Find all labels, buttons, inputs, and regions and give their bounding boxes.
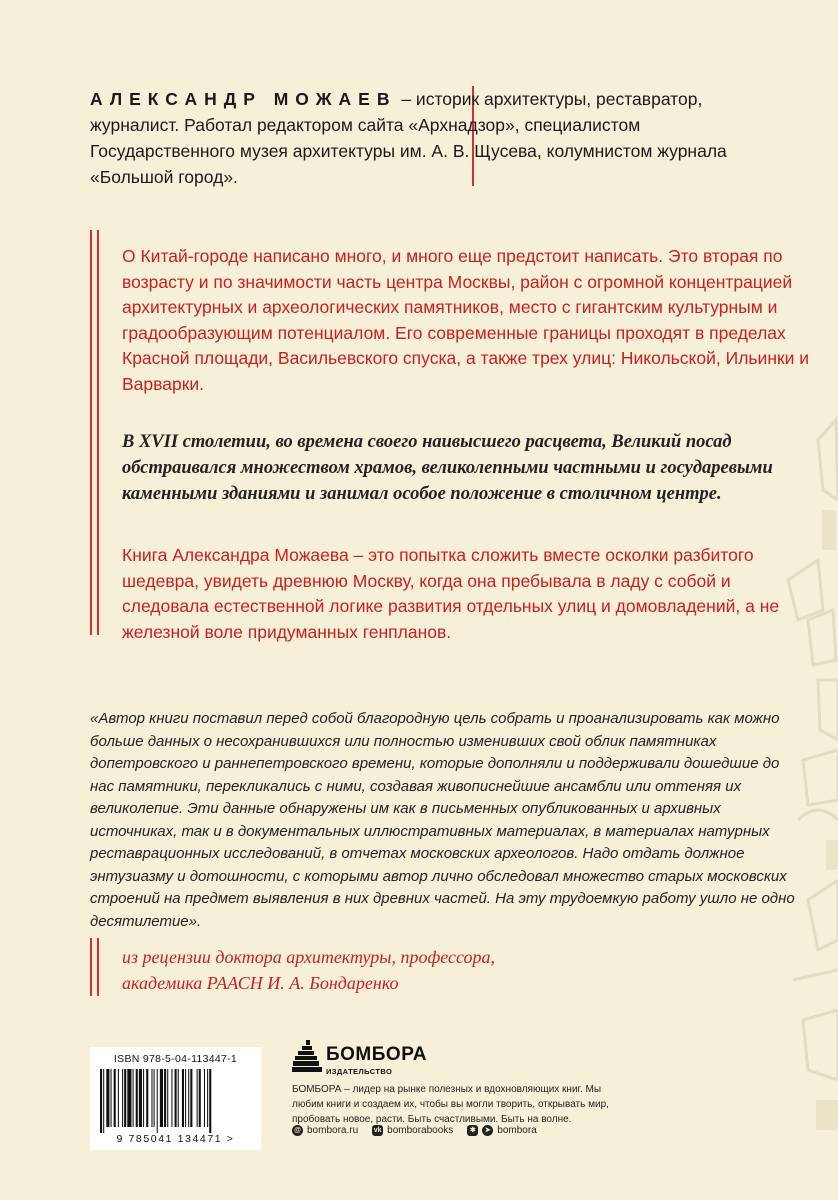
barcode-bars [100,1069,251,1133]
blurb-rule-line-1 [90,230,92,635]
barcode-bar [171,1069,172,1127]
barcode-bar [143,1069,144,1127]
review-rule-line-2 [97,938,99,996]
barcode-bar [204,1069,205,1127]
barcode-bar [146,1069,148,1127]
barcode-bar [185,1069,186,1127]
barcode-bar [106,1069,109,1127]
social-link-vk[interactable] [372,1125,453,1136]
blurb-paragraph-1: О Китай-городе написано много, и много еще предстоит написать. Это вторая по возрасту и по значимости часть центра Москвы, район с огромной концентрацией архитектурных и археологических памятников, место с гигантским культурным и градообразующим потенциалом. Его современные границы проходят в пределах Красной площади, Васильевского спуска, а также трех улиц: Никольской, Ильинки и Варварки. [122,246,810,394]
social-link-web[interactable] [292,1125,358,1136]
bombora-logo-icon [292,1040,322,1076]
barcode-bar [136,1069,138,1127]
barcode-bar [182,1069,184,1127]
social-link-label: bombora [497,1125,537,1136]
barcode-bar [139,1069,142,1127]
author-bio-text: – историк архитектуры, реставратор, журналист. Работал редактором сайта «Архнадзор», специалистом Государственного музея архитектуры им. А. В. Щусева, колумнистом журнала «Большой город». [90,89,727,187]
vk-icon: vk [373,1127,382,1134]
social-link-telegram[interactable] [467,1125,536,1136]
barcode-bar [133,1069,134,1127]
barcode-bar [103,1069,104,1133]
author-bio [90,86,790,190]
barcode-bar [199,1069,201,1127]
barcode-bar [175,1069,177,1127]
barcode-bar [209,1069,211,1133]
social-link-label: bomborabooks [387,1125,454,1136]
publisher-description: БОМБОРА – лидер на рынке полезных и вдохновляющих книг. Мы любим книги и создаем их, чтобы вы могли творить, открывать мир, пробовать новое, расти. Быть счастливыми. Быть на волне. [292,1084,609,1125]
review-attribution-line-2: академика РААСН И. А. Бондаренко [122,973,399,993]
barcode-bar [111,1069,112,1127]
barcode-bar [114,1069,116,1127]
barcode-bar [188,1069,189,1127]
publisher-name: БОМБОРА [326,1044,427,1065]
barcode-bar [127,1069,131,1127]
barcode-bar [124,1069,126,1127]
barcode-bar [167,1069,168,1127]
web-icon: @ [292,1125,303,1136]
review-quote: «Автор книги поставил перед собой благородную цель собрать и проанализировать как можно больше данных о несохранившихся или полностью изменивших свой облик памятниках допетровского и раннепетровского времени, которые дополняли и поддерживали дошедшие до нас памятники, перекликались с ними, создавая живописнейшие ансамбли или оттеняя их великолепие. Эти данные обнаружены им как в письменных опубликованных и архивных источниках, так и в документальных иллюстративных материалах, в материалах натурных реставрационных исследований, в отчетах московских археологов. Надо отдать должное энтузиазму и дотошности, с которыми автор лично обследовал множество старых московских строений на предмет выявления в них древних частей. На эту трудоемкую работу ушло не одно десятилетие». [90,710,795,930]
review-attribution-line-1: из рецензии доктора архитектуры, профессора, [122,947,496,967]
barcode-bar [118,1069,119,1127]
barcode-bar [100,1069,102,1133]
review-attribution [122,944,622,996]
barcode-bar [197,1069,198,1127]
blurb-paragraph-3: Книга Александра Можаева – это попытка сложить вместе осколки разбитого шедевра, увидеть древнюю Москву, когда она пребывала в ладу с собой и следовала естественной логике развития отдельных улиц и домовладений, а не железной воле придуманных генпланов. [122,545,780,642]
blurb-rule-line-2 [97,230,99,635]
barcode-bar [154,1069,155,1127]
isbn-digits: 9 785041 134471 > [116,1133,235,1145]
isbn-label: ISBN 978-5-04-113447-1 [113,1053,238,1065]
barcode-bar [160,1069,163,1127]
publisher-subtitle: ИЗДАТЕЛЬСТВО [326,1067,393,1076]
barcode-bar [178,1069,179,1127]
author-name: АЛЕКСАНДР МОЖАЕВ [90,89,397,109]
blurb-paragraph-2: В XVII столетии, во времена своего наивысшего расцвета, Великий посад обстраивался множеством храмов, великолепными частными и государевыми каменными зданиями и занимал особое положение в столичном центре. [122,432,773,504]
barcode-bar [207,1069,208,1127]
barcode-bar [157,1069,158,1133]
isbn-barcode [90,1047,261,1150]
dzen-icon: ✱ [467,1125,478,1136]
social-link-label: bombora.ru [307,1125,359,1136]
barcode-bar [190,1069,192,1127]
barcode-bar [151,1069,152,1127]
barcode-bar [164,1069,166,1127]
barcode-bar [122,1069,123,1127]
review-rule-line-1 [90,938,92,996]
telegram-icon: ➤ [482,1125,493,1136]
publisher-social-links [292,1125,537,1136]
